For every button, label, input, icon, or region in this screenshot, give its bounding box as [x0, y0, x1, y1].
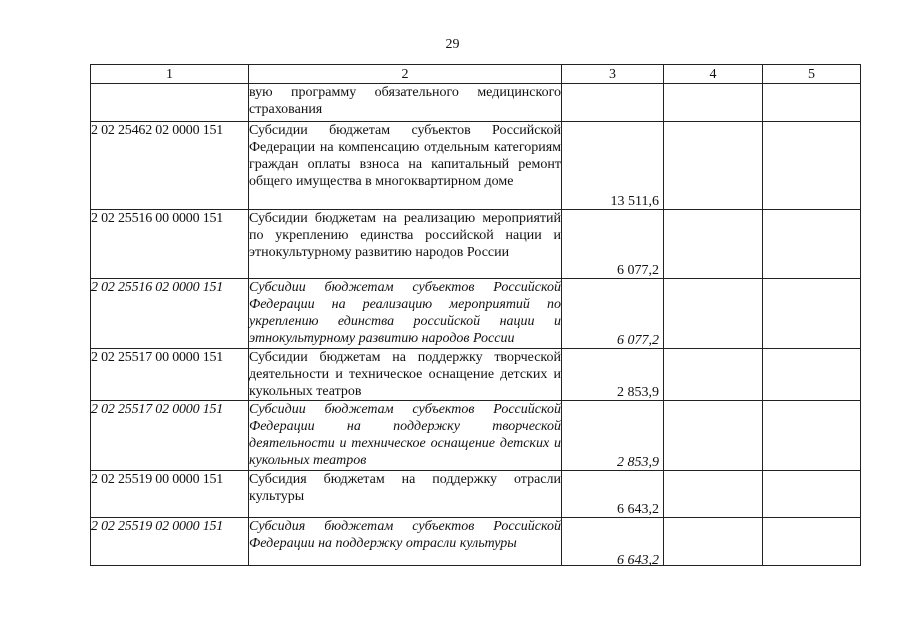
row-col-5 [763, 210, 861, 279]
row-code: 2 02 25519 00 0000 151 [91, 471, 249, 518]
table-row [91, 84, 861, 122]
table-row [91, 279, 861, 349]
row-code: 2 02 25517 00 0000 151 [91, 349, 249, 401]
page-number: 29 [445, 37, 460, 52]
row-description: Субсидии бюджетам субъектов Российской Федерации на компенсацию отдельным категориям граждан оплаты взноса на капитальный ремонт общего имущества в многоквартирном доме [249, 122, 562, 210]
row-description: вую программу обязательного медицинского страхования [249, 84, 562, 122]
row-amount: 6 077,2 [617, 263, 659, 278]
row-description: Субсидии бюджетам субъектов Российской Федерации на поддержку творческой деятельности и техническое оснащение детских и кукольных театров [249, 401, 562, 471]
row-col-5 [763, 84, 861, 122]
table-row [91, 349, 861, 401]
header-row [91, 65, 861, 84]
row-amount: 6 643,2 [617, 502, 659, 517]
row-col-4 [664, 279, 763, 349]
row-description: Субсидия бюджетам субъектов Российской Федерации на поддержку отрасли культуры [249, 518, 562, 566]
table-row [91, 210, 861, 279]
row-col-4 [664, 471, 763, 518]
row-col-4 [664, 518, 763, 566]
row-code [91, 84, 249, 122]
row-amount: 6 077,2 [617, 333, 659, 348]
row-code: 2 02 25519 02 0000 151 [91, 518, 249, 566]
row-col-4 [664, 349, 763, 401]
table-row [91, 518, 861, 566]
row-col-5 [763, 122, 861, 210]
row-amount-cell [562, 210, 664, 279]
row-amount-cell [562, 471, 664, 518]
row-code: 2 02 25516 00 0000 151 [91, 210, 249, 279]
row-description: Субсидии бюджетам на реализацию мероприятий по укреплению единства российской нации и этнокультурному развитию народов России [249, 210, 562, 279]
row-amount: 13 511,6 [610, 194, 659, 209]
budget-table [90, 64, 861, 566]
table-row [91, 122, 861, 210]
row-col-5 [763, 349, 861, 401]
row-amount: 6 643,2 [617, 553, 659, 568]
header-col-4: 4 [664, 65, 763, 84]
row-amount: 2 853,9 [617, 455, 659, 470]
row-col-5 [763, 401, 861, 471]
row-amount-cell [562, 518, 664, 566]
row-col-5 [763, 518, 861, 566]
row-col-4 [664, 210, 763, 279]
header-col-2: 2 [249, 65, 562, 84]
row-description: Субсидия бюджетам на поддержку отрасли культуры [249, 471, 562, 518]
row-code: 2 02 25462 02 0000 151 [91, 122, 249, 210]
row-col-5 [763, 471, 861, 518]
header-col-1: 1 [91, 65, 249, 84]
header-col-3: 3 [562, 65, 664, 84]
row-amount-cell [562, 349, 664, 401]
row-amount-cell [562, 122, 664, 210]
row-code: 2 02 25516 02 0000 151 [91, 279, 249, 349]
table-row [91, 471, 861, 518]
row-amount-cell [562, 279, 664, 349]
row-amount: 2 853,9 [617, 385, 659, 400]
row-col-4 [664, 84, 763, 122]
row-amount-cell [562, 401, 664, 471]
row-code: 2 02 25517 02 0000 151 [91, 401, 249, 471]
header-col-5: 5 [763, 65, 861, 84]
row-description: Субсидии бюджетам субъектов Российской Федерации на реализацию мероприятий по укреплению единства российской нации и этнокультурному развитию народов России [249, 279, 562, 349]
row-col-4 [664, 122, 763, 210]
row-col-4 [664, 401, 763, 471]
row-amount-cell [562, 84, 664, 122]
row-description: Субсидии бюджетам на поддержку творческой деятельности и техническое оснащение детских и кукольных театров [249, 350, 561, 399]
row-col-5 [763, 279, 861, 349]
table-row [91, 401, 861, 471]
